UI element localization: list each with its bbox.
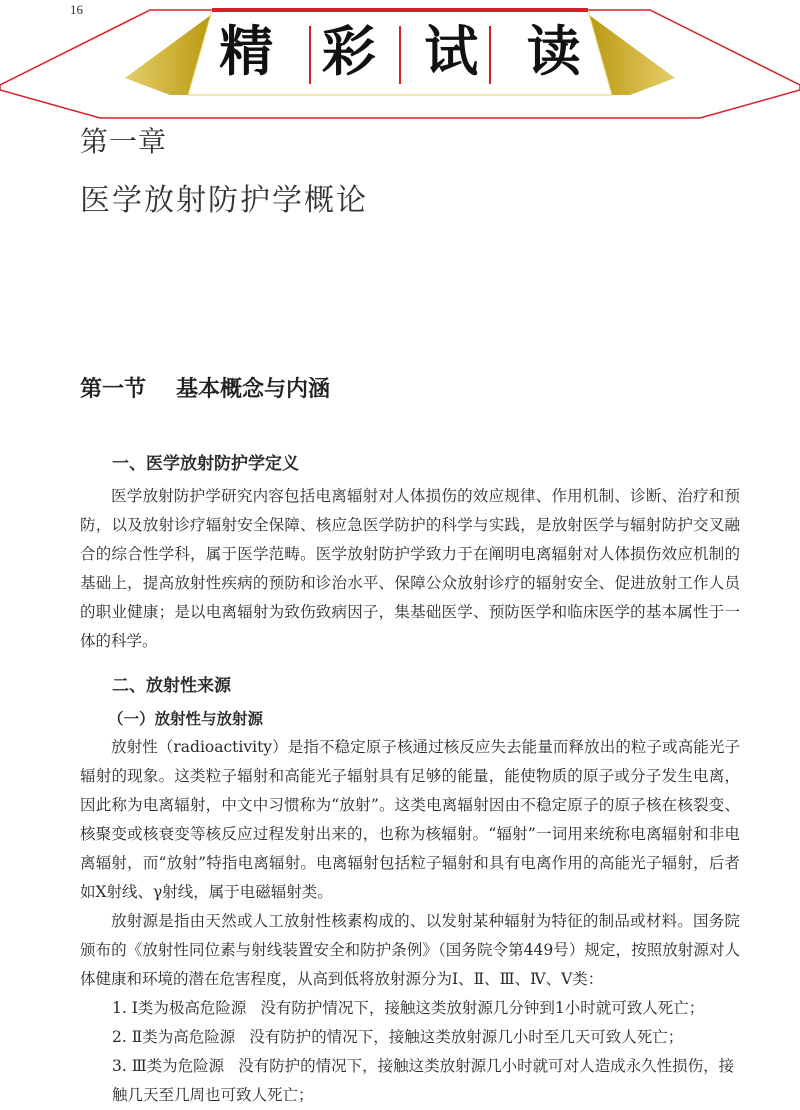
list-desc: 没有防护的情况下，接触这类放射源几小时就可对人造成永久性损伤，接触几天至几周也可致人死亡； bbox=[112, 1057, 735, 1104]
heading-definition: 一、医学放射防护学定义 bbox=[112, 454, 299, 474]
list-desc: 没有防护的情况下，接触这类放射源几小时至几天可致人死亡； bbox=[249, 1028, 684, 1046]
list-item bbox=[80, 1052, 740, 1110]
page-number: 16 bbox=[70, 2, 83, 17]
banner-char: 试 bbox=[424, 20, 479, 83]
banner-char: 精 bbox=[219, 20, 274, 83]
section-name: 基本概念与内涵 bbox=[176, 376, 331, 402]
list-desc: 没有防护情况下，接触这类放射源几分钟到1小时就可致人死亡； bbox=[260, 999, 705, 1017]
list-term: 2. Ⅱ类为高危险源 bbox=[112, 1028, 236, 1046]
banner-title bbox=[195, 12, 605, 92]
heading-sources: 二、放射性来源 bbox=[112, 676, 231, 696]
section-number: 第一节 bbox=[80, 376, 147, 402]
chapter-label: 第一章 bbox=[80, 125, 168, 158]
paragraph-definition: 医学放射防护学研究内容包括电离辐射对人体损伤的效应规律、作用机制、诊断、治疗和预防，以及放射诊疗辐射安全保障、核应急医学防护的科学与实践，是放射医学与辐射防护交叉融合的综合性学科，属于医学范畴。医学放射防护学致力于在阐明电离辐射对人体损伤效应机制的基础上，提高放射性疾病的预防和诊治水平、保障公众放射诊疗的辐射安全、促进放射工作人员的职业健康；是以电离辐射为致伤致病因子，集基础医学、预防医学和临床医学的基本属性于一体的科学。 bbox=[80, 487, 740, 650]
body-content bbox=[80, 450, 740, 1110]
banner-char: 读 bbox=[526, 20, 581, 83]
subheading-radioactivity: （一）放射性与放射源 bbox=[108, 709, 264, 728]
list-item bbox=[80, 994, 740, 1023]
paragraph-radioactivity: 放射性（radioactivity）是指不稳定原子核通过核反应失去能量而释放出的粒子或高能光子辐射的现象。这类粒子辐射和高能光子辐射具有足够的能量，能使物质的原子或分子发生电离，因此称为电离辐射，中文中习惯称为“放射”。这类电离辐射因由不稳定原子的原子核在核裂变、核聚变或核衰变等核反应过程发射出来的，也称为核辐射。“辐射”一词用来统称电离辐射和非电离辐射，而“放射”特指电离辐射。电离辐射包括粒子辐射和具有电离作用的高能光子辐射，后者如X射线、γ射线，属于电磁辐射类。 bbox=[80, 738, 740, 901]
list-term: 3. Ⅲ类为危险源 bbox=[112, 1057, 225, 1075]
section-title bbox=[80, 372, 330, 403]
paragraph-radiation-source: 放射源是指由天然或人工放射性核素构成的、以发射某种辐射为特征的制品或材料。国务院颁布的《放射性同位素与射线装置安全和防护条例》（国务院令第449号）规定，按照放射源对人体健康和环境的潜在危害程度，从高到低将放射源分为Ⅰ、Ⅱ、Ⅲ、Ⅳ、Ⅴ类： bbox=[80, 912, 740, 988]
list-item bbox=[80, 1023, 740, 1052]
banner-char: 彩 bbox=[321, 20, 376, 83]
list-term: 1. Ⅰ类为极高危险源 bbox=[112, 999, 247, 1017]
chapter-title: 医学放射防护学概论 bbox=[80, 183, 368, 218]
